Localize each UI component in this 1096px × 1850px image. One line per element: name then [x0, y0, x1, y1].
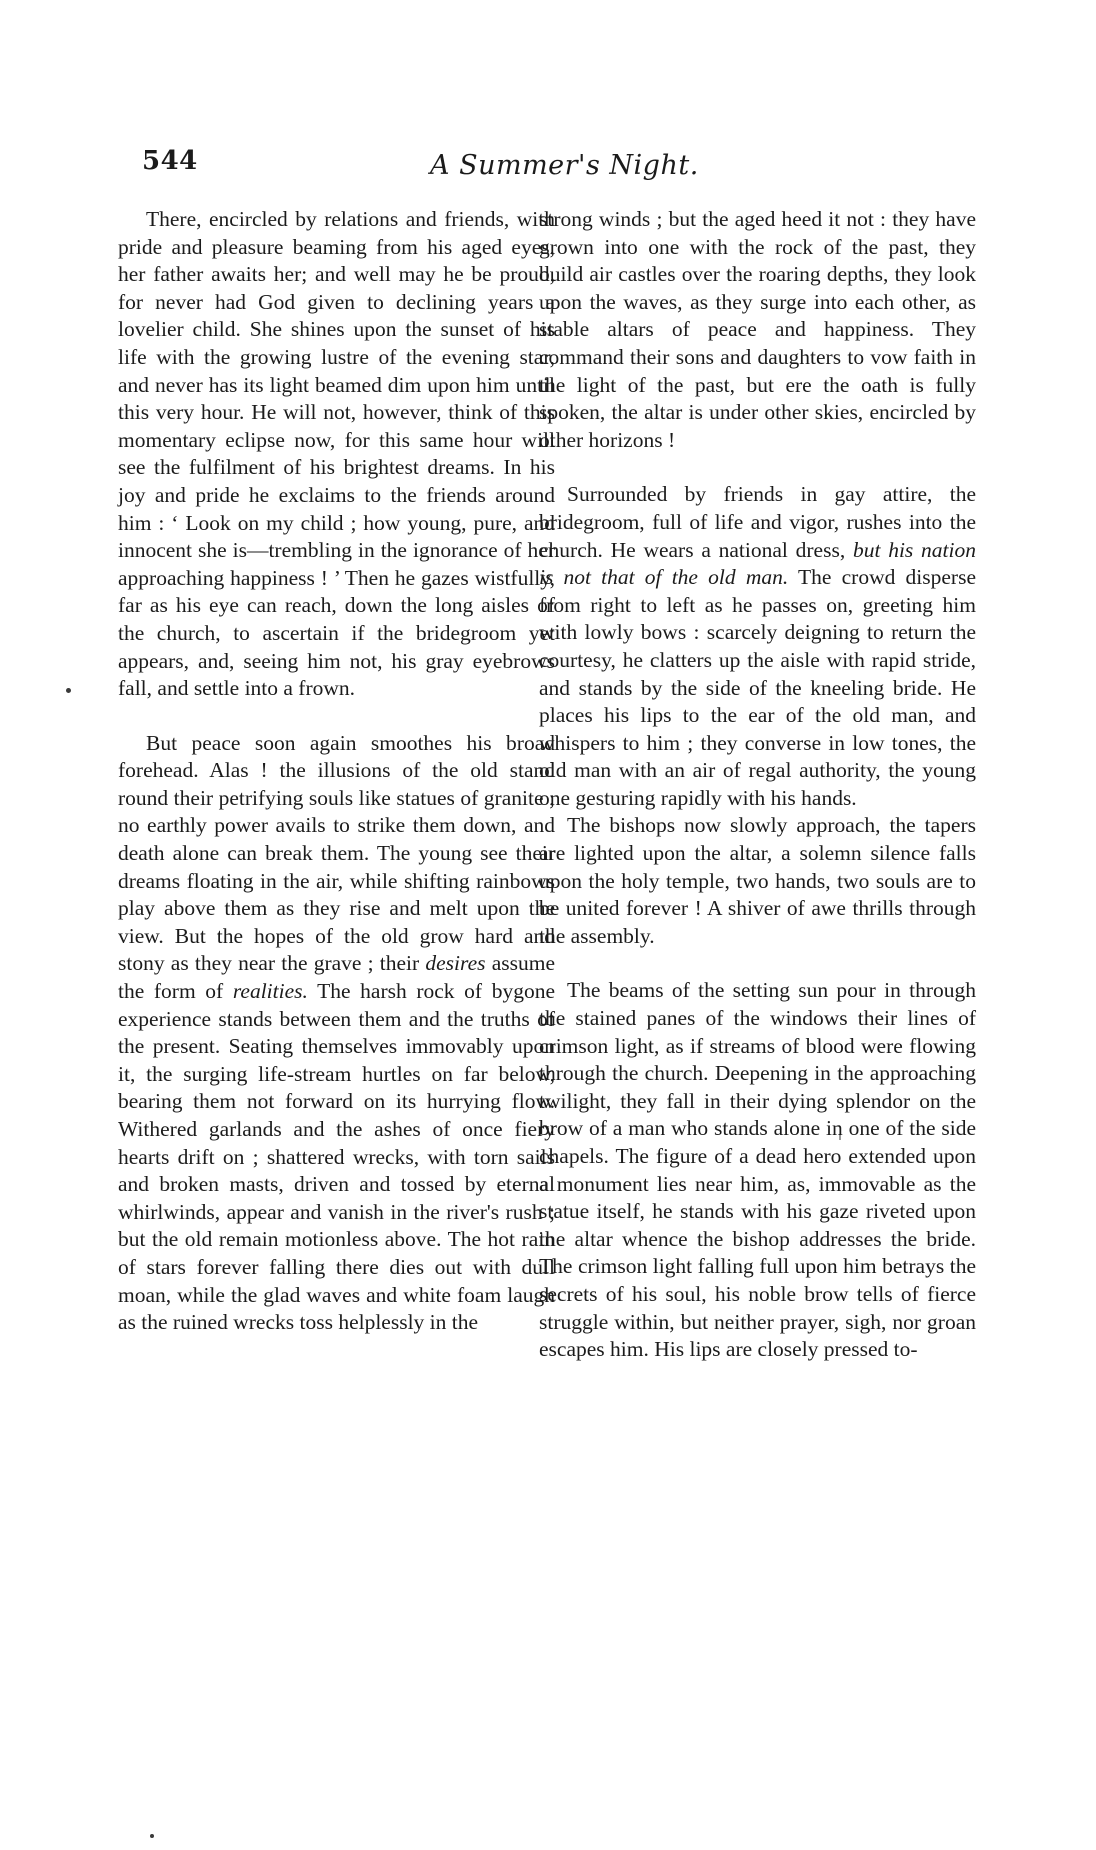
paragraph-continuation: strong winds ; but the aged heed it not : they have grown into one with the rock of the past, they build air castles over the roaring depths, they look upon the waves, as they surge into each other, as stable altars of peace and happiness. They command their sons and daughters to vow faith in the light of the past, but ere the oath is fully spoken, the altar is under other skies, encircled by other horizons !: [539, 207, 976, 452]
italic-nation-phrase: but his nation is not that of the old man.: [539, 537, 977, 590]
text-run: But peace soon again smoothes his broad forehead. Alas ! the illusions of the old stand round their petrifying souls like statues of granite ; no earthly power avails to strike them down, and death alone can break them. The young see their dreams floating in the air, while shifting rainbows play above them as they rise and melt upon the view. But the hopes of the old grow hard and stony as they near the grave ; their: [118, 730, 555, 976]
left-column: [118, 206, 555, 1337]
bottom-dot: [150, 1834, 154, 1838]
text-run: The harsh rock of bygone experience stands between them and the truths of the present. Seating themselves immovably upon it, the surging life-stream hurtles on far below, bearing them not forward on its hurrying flow. Withered garlands and the ashes of once fiery hearts drift on ; shattered wrecks, with torn sails and broken masts, driven and tossed by eternal whirlwinds, appear and vanish in the river's rush ; but the old remain motionless above. The hot rain of stars forever falling there dies out with dull moan, while the glad waves and white foam laugh as the ruined wrecks toss helplessly in the: [118, 979, 556, 1335]
text-run: Surrounded by friends in gay attire, the bridegroom, full of life and vigor, rushes into the church. He wears a national dress,: [539, 482, 976, 562]
text-run: The crowd disperse from right to left as he passes on, greeting him with lowly bows : scarcely deigning to return the courtesy, he clatters up the aisle with rapid stride, and stands by the side of the kneeling bride. He places his lips to the ear of the old man, and whispers to him ; they converse in low tones, the old man with an air of regal authority, the young one gesturing rapidly with his hands.: [539, 565, 976, 810]
right-column: [539, 206, 976, 1364]
page-number: 544: [142, 146, 198, 176]
text-run: assume the form of: [118, 951, 555, 1004]
paragraph-bridegroom: [539, 481, 976, 812]
paragraph-setting-sun: The beams of the setting sun pour in through the stained panes of the windows their lines of crimson light, as if streams of blood were flowing through the church. Deepening in the approaching twilight, they fall in their dying splendor on the brow of a man who stands alone in one of the side chapels. The figure of a dead hero extended upon a monument lies near him, as, immovable as the statue itself, he stands with his gaze riveted upon the altar whence the bishop addresses the bride. The crimson light falling full upon him betrays the secrets of his soul, his noble brow tells of fierce struggle within, but neither prayer, sigh, nor groan escapes him. His lips are closely pressed to-: [539, 978, 976, 1362]
margin-dot: [66, 688, 71, 693]
italic-realities: realities.: [232, 979, 308, 1004]
paragraph-father-awaits: There, encircled by relations and friends, with pride and pleasure beaming from his aged eyes, her father awaits her; and well may he be proud, for never had God given to declining years a lovelier child. She shines upon the sunset of his life with the growing lustre of the evening star, and never has its light beamed dim upon him until this very hour. He will not, however, think of this momentary eclipse now, for this same hour will see the fulfilment of his brightest dreams. In his joy and pride he exclaims to the friends around him : ‘ Look on my child ; how young, pure, and innocent she is—trembling in the ignorance of her approaching happiness ! ’ Then he gazes wistfully, far as his eye can reach, down the long aisles of the church, to ascertain if the bridegroom yet appears, and, seeing him not, his gray eyebrows fall, and settle into a frown.: [118, 207, 555, 701]
running-title: A Summer's Night.: [430, 150, 699, 181]
italic-desires: desires: [425, 951, 486, 976]
paragraph-illusions-of-old: [118, 730, 555, 1337]
paragraph-bishops: The bishops now slowly approach, the tapers are lighted upon the altar, a solemn silence falls upon the holy temple, two hands, two souls are to be united forever ! A shiver of awe thrills through the assembly.: [539, 813, 976, 948]
